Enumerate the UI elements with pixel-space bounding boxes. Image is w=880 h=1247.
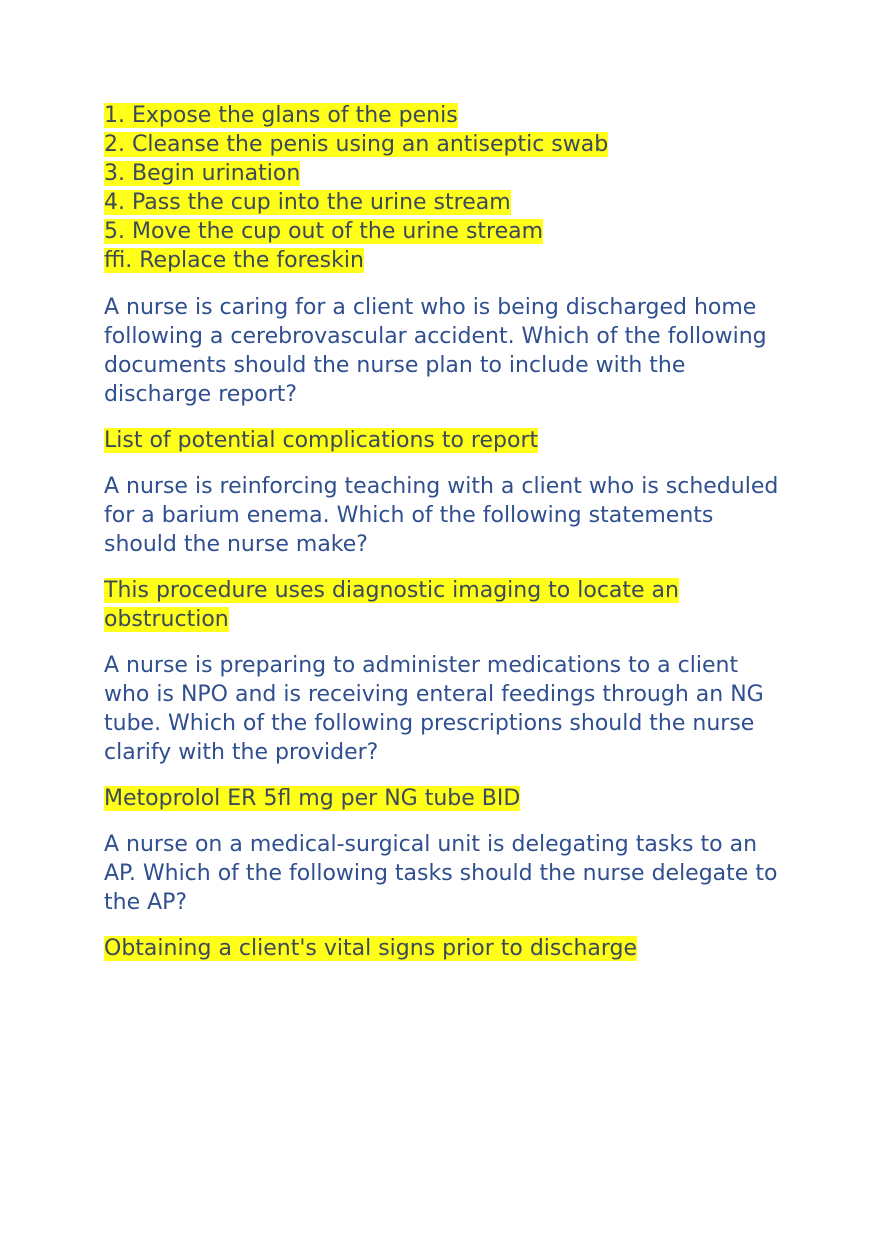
question-paragraph: A nurse on a medical-surgical unit is delegating tasks to an AP. Which of the following tasks should the nurse delegate to the AP? [104,832,778,915]
answer-highlight: Metoprolol ER 5ﬂ mg per NG tube BID [104,786,521,811]
question-paragraph: A nurse is preparing to administer medications to a client who is NPO and is receiving enteral feedings through an NG tube. Which of the following prescriptions should the nurse clarify with the provider? [104,653,764,765]
procedure-step [104,130,784,159]
procedure-step [104,159,784,188]
procedure-step [104,188,784,217]
step-text: ﬃ. Replace the foreskin [104,248,364,273]
question-paragraph: A nurse is reinforcing teaching with a client who is scheduled for a barium enema. Which of the following statements should the nurse make? [104,474,779,557]
procedure-step [104,246,784,275]
step-text: 2. Cleanse the penis using an antiseptic swab [104,132,609,157]
step-text: 1. Expose the glans of the penis [104,103,458,128]
answer-paragraph [104,426,784,455]
answer-paragraph [104,576,784,634]
procedure-step [104,101,784,130]
answer-highlight: Obtaining a client's vital signs prior to discharge [104,936,638,961]
question-paragraph: A nurse is caring for a client who is being discharged home following a cerebrovascular accident. Which of the following documents should the nurse plan to include with the discharge report? [104,295,767,407]
step-text: 4. Pass the cup into the urine stream [104,190,511,215]
procedure-steps-list [104,101,784,275]
answer-highlight: List of potential complications to report [104,428,539,453]
document-content [104,101,784,980]
step-text: 3. Begin urination [104,161,301,186]
procedure-step [104,217,784,246]
answer-paragraph [104,934,784,963]
answer-highlight: This procedure uses diagnostic imaging to locate an obstruction [104,578,679,632]
answer-paragraph [104,784,784,813]
step-text: 5. Move the cup out of the urine stream [104,219,544,244]
